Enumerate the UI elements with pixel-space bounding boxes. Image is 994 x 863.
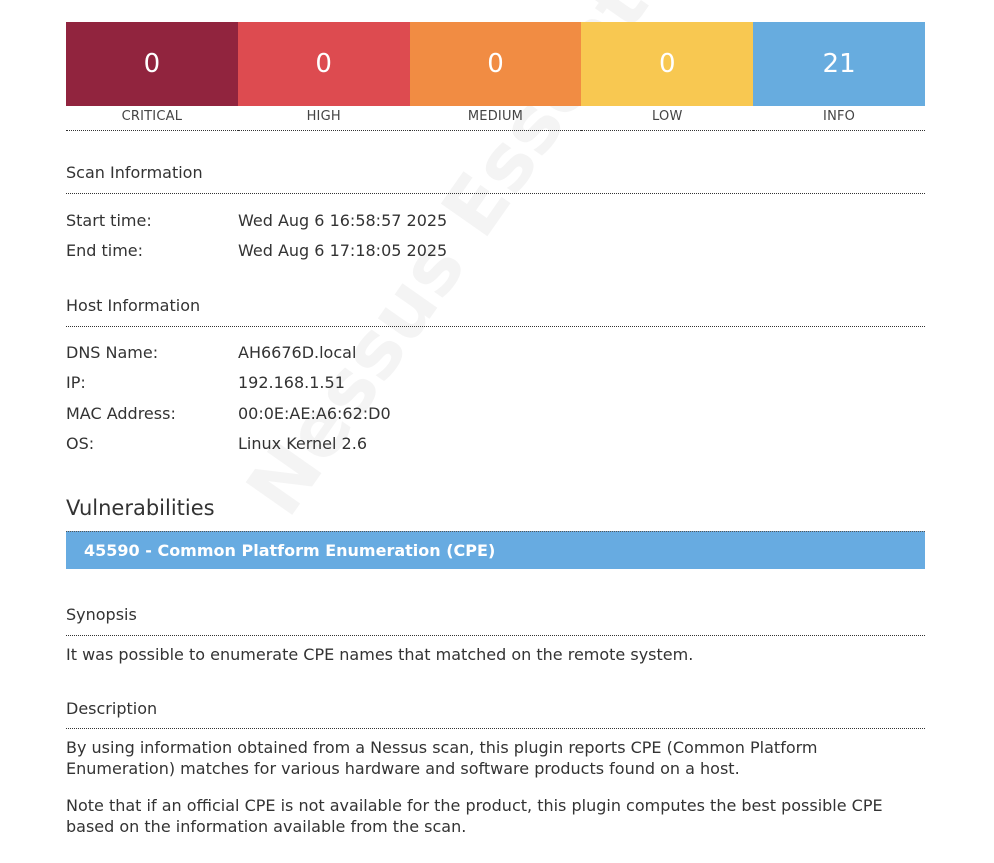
os-label: OS:	[66, 434, 95, 453]
info-label: INFO	[753, 106, 925, 131]
severity-medium	[410, 22, 582, 131]
description-divider	[66, 728, 925, 729]
severity-info	[753, 22, 925, 131]
info-count-box	[753, 22, 925, 106]
low-label: LOW	[581, 106, 753, 131]
scan-info-title: Scan Information	[66, 163, 203, 182]
description-paragraph-1: By using information obtained from a Nessus scan, this plugin reports CPE (Common Platform Enumeration) matches for various hardware and software products found on a host.	[66, 738, 818, 778]
severity-low	[581, 22, 753, 131]
info-count: 21	[822, 49, 856, 79]
scan-info-divider	[66, 193, 925, 194]
severity-summary	[66, 22, 925, 131]
start-time-value: Wed Aug 6 16:58:57 2025	[238, 211, 448, 230]
mac-label: MAC Address:	[66, 404, 176, 423]
os-value: Linux Kernel 2.6	[238, 434, 367, 453]
host-info-divider	[66, 326, 925, 327]
critical-count: 0	[143, 49, 161, 79]
description-title: Description	[66, 699, 158, 718]
start-time-label: Start time:	[66, 211, 152, 230]
end-time-value: Wed Aug 6 17:18:05 2025	[238, 241, 448, 260]
mac-value: 00:0E:AE:A6:62:D0	[238, 404, 391, 423]
high-count-box	[238, 22, 410, 106]
plugin-title-bar[interactable]: 45590 - Common Platform Enumeration (CPE)	[66, 531, 925, 569]
critical-count-box	[66, 22, 238, 106]
ip-label: IP:	[66, 373, 86, 392]
description-paragraph-2: Note that if an official CPE is not available for the product, this plugin computes the best possible CPE based on the information available from the scan.	[66, 796, 883, 836]
critical-label: CRITICAL	[66, 106, 238, 131]
high-label: HIGH	[238, 106, 410, 131]
synopsis-title: Synopsis	[66, 605, 137, 624]
synopsis-divider	[66, 635, 925, 636]
medium-count: 0	[487, 49, 504, 79]
medium-label: MEDIUM	[410, 106, 582, 131]
vulnerabilities-heading: Vulnerabilities	[66, 496, 215, 520]
low-count: 0	[659, 49, 676, 79]
synopsis-text: It was possible to enumerate CPE names that matched on the remote system.	[66, 645, 694, 664]
dns-value: AH6676D.local	[238, 343, 357, 362]
medium-count-box	[410, 22, 582, 106]
dns-label: DNS Name:	[66, 343, 159, 362]
low-count-box	[581, 22, 753, 106]
high-count: 0	[315, 49, 332, 79]
severity-high	[238, 22, 410, 131]
end-time-label: End time:	[66, 241, 144, 260]
host-info-title: Host Information	[66, 296, 201, 315]
ip-value: 192.168.1.51	[238, 373, 345, 392]
severity-critical	[66, 22, 238, 131]
